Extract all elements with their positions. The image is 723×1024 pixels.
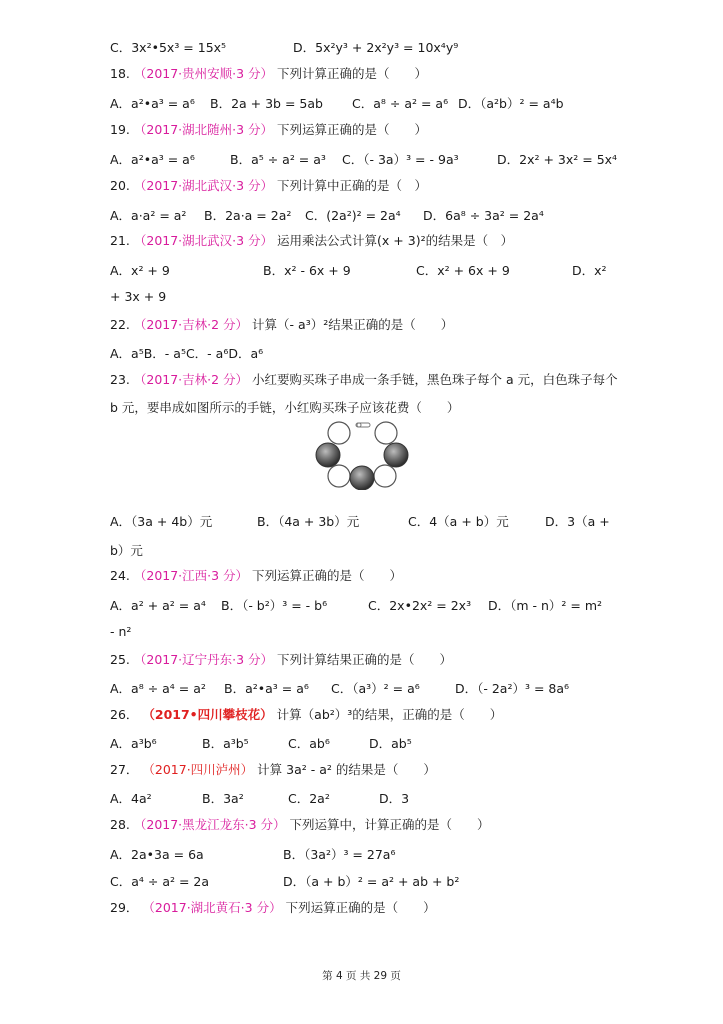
bead-black [384,443,408,467]
q29-stem [110,900,436,916]
q21-source: （2017·湖北武汉·3 分） [133,233,274,248]
q28-option-b: B．（3a²）³ = 27a⁶ [283,847,396,862]
q29-source: （2017·湖北黄石·3 分） [142,900,282,915]
q22-source: （2017·吉林·2 分） [133,317,249,332]
q29-number: 29． [110,900,139,915]
q24-text: 下列运算正确的是（ ） [252,568,403,583]
q18-option-d: D．（a²b）² = a⁴b [458,96,564,111]
q26-number: 26． [110,707,139,722]
q22-number: 22. [110,317,130,332]
q28-option-c: C．a⁴ ÷ a² = 2a [110,874,210,889]
q17-option-d: D．5x²y³ + 2x²y³ = 10x⁴y⁹ [293,40,459,55]
q26-option-d: D．ab⁵ [369,736,412,751]
q23-stem [110,372,618,388]
q21-option-a: A．x² + 9 [110,263,170,278]
bead-white [328,422,350,444]
q19-source: （2017·湖北随州·3 分） [133,122,274,137]
q28-text: 下列运算中，计算正确的是（ ） [289,817,490,832]
q27-option-c: C．2a² [288,791,330,806]
q26-stem [110,707,502,723]
q27-option-d: D．3 [379,791,410,806]
q18-option-a: A．a²•a³ = a⁶ [110,96,195,111]
q23-option-b: B．（4a + 3b）元 [257,514,360,529]
q19-option-a: A．a²•a³ = a⁶ [110,152,195,167]
q20-source: （2017·湖北武汉·3 分） [133,178,274,193]
q20-option-c: C．(2a²)² = 2a⁴ [305,208,401,223]
q23-option-a: A．（3a + 4b）元 [110,514,213,529]
bracelet-image [310,418,414,490]
clasp-icon [356,423,370,427]
q20-text: 下列计算中正确的是（ ） [277,178,428,193]
q21-text: 运用乘法公式计算(x + 3)²的结果是（ ） [277,233,514,248]
q19-option-d: D．2x² + 3x² = 5x⁴ [497,152,618,167]
q26-option-a: A．a³b⁶ [110,736,157,751]
q25-number: 25. [110,652,130,667]
q20-number: 20. [110,178,130,193]
bead-white [375,422,397,444]
page-footer: 第 4 页 共 29 页 [322,970,401,982]
q21-option-d: D．x² [572,263,607,278]
q18-stem [110,66,427,82]
q26-option-c: C．ab⁶ [288,736,330,751]
q18-option-c: C．a⁸ ÷ a² = a⁶ [352,96,449,111]
q20-stem [110,178,427,194]
q19-text: 下列运算正确的是（ ） [277,122,428,137]
q25-option-a: A．a⁸ ÷ a⁴ = a² [110,681,206,696]
q25-option-c: C．（a³）² = a⁶ [331,681,420,696]
bead-white [328,465,350,487]
q18-text: 下列计算正确的是（ ） [277,66,428,81]
q26-source: （2017•四川攀枝花） [142,707,273,722]
q20-option-b: B．2a·a = 2a² [204,208,292,223]
q28-source: （2017·黑龙江龙东·3 分） [133,817,286,832]
q27-number: 27． [110,762,139,777]
q23-option-d: D．3（a + [545,514,610,529]
q24-option-d: D．（m - n）² = m² [488,598,603,613]
q28-option-a: A．2a•3a = 6a [110,847,204,862]
q21-option-d-continued: + 3x + 9 [110,289,167,304]
q23-text: 小红要购买珠子串成一条手链，黑色珠子每个 a 元，白色珠子每个 [252,372,618,387]
q21-option-b: B．x² - 6x + 9 [263,263,351,278]
q27-option-a: A．4a² [110,791,152,806]
q24-option-c: C．2x•2x² = 2x³ [368,598,472,613]
q20-option-a: A．a·a² = a² [110,208,187,223]
q19-option-c: C．（- 3a）³ = - 9a³ [342,152,459,167]
q23-stem-continued: b 元，要串成如图所示的手链，小红购买珠子应该花费（ ） [110,400,460,415]
q25-option-d: D．（- 2a²）³ = 8a⁶ [455,681,570,696]
q23-source: （2017·吉林·2 分） [133,372,249,387]
q25-text: 下列计算结果正确的是（ ） [277,652,453,667]
bracelet-figure [310,418,414,490]
q27-stem [110,762,436,778]
q25-source: （2017·辽宁丹东·3 分） [133,652,274,667]
q22-text: 计算（- a³）²结果正确的是（ ） [252,317,454,332]
q24-source: （2017·江西·3 分） [133,568,249,583]
bead-white [374,465,396,487]
q29-text: 下列运算正确的是（ ） [285,900,436,915]
bead-black [316,443,340,467]
bead-black [350,466,374,490]
q22-stem [110,317,453,333]
q25-option-b: B．a²•a³ = a⁶ [224,681,309,696]
q24-stem [110,568,402,584]
q17-option-c: C．3x²•5x³ = 15x⁵ [110,40,227,55]
q19-number: 19. [110,122,130,137]
q27-option-b: B．3a² [202,791,244,806]
q19-option-b: B．a⁵ ÷ a² = a³ [230,152,326,167]
q24-option-d-continued: - n² [110,624,132,639]
q24-number: 24. [110,568,130,583]
q21-option-c: C．x² + 6x + 9 [416,263,510,278]
q18-source: （2017·贵州安顺·3 分） [133,66,274,81]
q28-option-d: D．（a + b）² = a² + ab + b² [283,874,460,889]
q27-text: 计算 3a² - a² 的结果是（ ） [257,762,436,777]
q18-option-b: B．2a + 3b = 5ab [210,96,323,111]
q23-option-c: C．4（a + b）元 [408,514,509,529]
q26-option-b: B．a³b⁵ [202,736,249,751]
q25-stem [110,652,452,668]
q18-number: 18. [110,66,130,81]
q28-stem [110,817,490,833]
q23-number: 23. [110,372,130,387]
q20-option-d: D．6a⁸ ÷ 3a² = 2a⁴ [423,208,544,223]
q24-option-a: A．a² + a² = a⁴ [110,598,206,613]
q24-option-b: B．（- b²）³ = - b⁶ [221,598,328,613]
q19-stem [110,122,427,138]
q21-number: 21. [110,233,130,248]
q26-text: 计算（ab²）³的结果，正确的是（ ） [276,707,503,722]
q23-option-d-continued: b）元 [110,543,143,558]
q22-options: A．a⁵B．- a⁵C．- a⁶D．a⁶ [110,346,264,361]
q27-source: （2017·四川泸州） [142,762,254,777]
q28-number: 28. [110,817,130,832]
q21-stem [110,233,513,249]
